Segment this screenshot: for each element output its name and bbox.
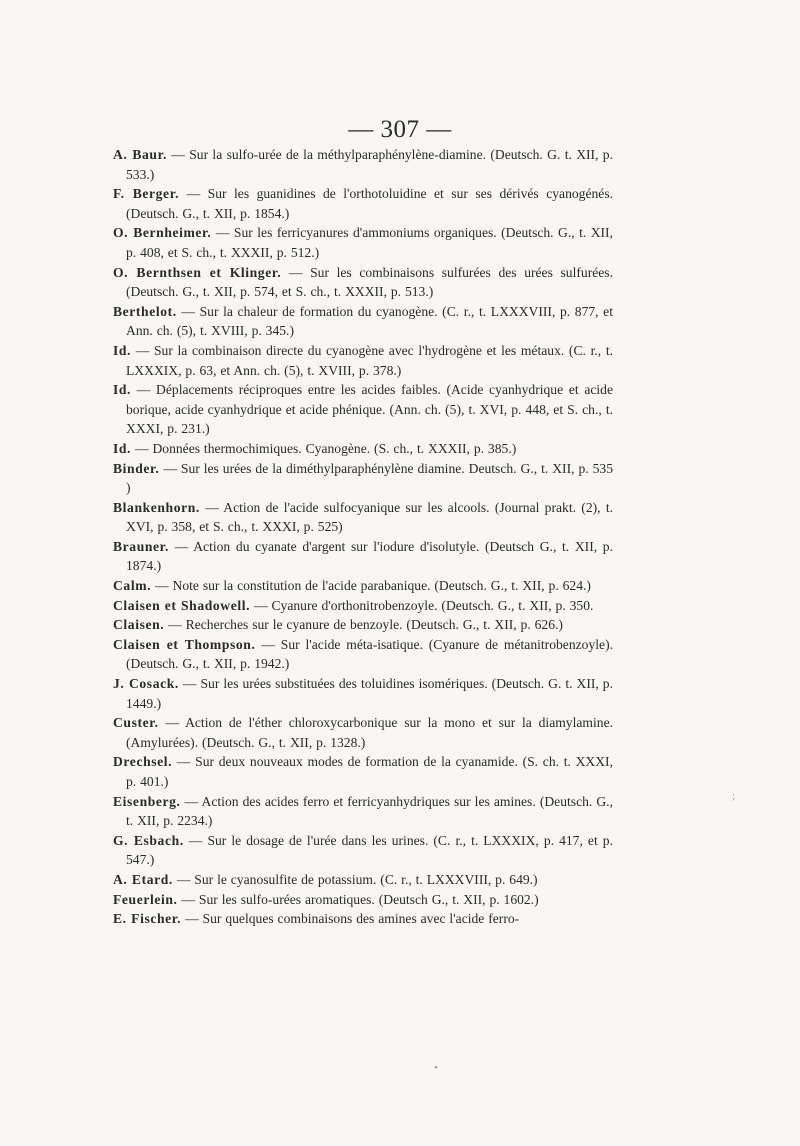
entry-text: — Sur la combinaison directe du cyanogène avec l'hydrogène et les métaux. (C. r., t. LXXXIX, p. 63, et Ann. ch. (5), t. XVIII, p. 378.) — [126, 342, 613, 378]
entry-author: J. Cosack. — [113, 676, 179, 692]
entry-author: Brauner. — [113, 538, 170, 554]
list-item — [113, 263, 613, 302]
entry-text: — Action de l'éther chloroxycarbonique sur la mono et sur la diamylamine. (Amylurées). (Deutsch. G., t. XII, p. 1328.) — [126, 715, 613, 750]
list-item — [113, 223, 613, 262]
entry-text: — Action des acides ferro et ferricyanhydriques sur les amines. (Deutsch. G., t. XII, p. 2234.) — [126, 793, 613, 829]
ink-speck: • — [434, 1062, 438, 1074]
entry-text: — Sur l'acide méta-isatique. (Cyanure de métanitrobenzoyle). (Deutsch. G., t. XII, p. 1942.) — [126, 636, 613, 672]
list-item — [113, 674, 613, 713]
entry-author: Claisen et Shadowell. — [113, 597, 251, 613]
entry-author: F. Berger. — [113, 186, 180, 202]
entry-author: A. Etard. — [113, 871, 173, 887]
entry-author: A. Baur. — [113, 147, 167, 162]
entry-text: — Sur quelques combinaisons des amines avec l'acide ferro- — [185, 911, 520, 927]
list-item — [113, 184, 613, 223]
entry-author: Feuerlein. — [113, 891, 178, 907]
entry-author: Eisenberg. — [113, 793, 181, 809]
entry-text: — Sur la sulfo-urée de la méthylparaphénylène-diamine. (Deutsch. G. t. XII, p. 533.) — [126, 147, 613, 182]
list-item — [113, 870, 613, 890]
entry-text: — Sur le dosage de l'urée dans les urines. (C. r., t. LXXXIX, p. 417, et p. 547.) — [126, 832, 613, 868]
entry-author: Claisen et Thompson. — [113, 636, 256, 652]
entry-author: G. Esbach. — [113, 832, 184, 848]
list-item — [113, 459, 613, 498]
entry-text: — Recherches sur le cyanure de benzoyle. (Deutsch. G., t. XII, p. 626.) — [168, 617, 563, 633]
entry-author: Blankenhorn. — [113, 499, 200, 515]
entry-text: — Sur les urées de la diméthylparaphénylène diamine. Deutsch. G., t. XII, p. 535 ) — [126, 460, 613, 496]
list-item — [113, 439, 613, 459]
entry-text: — Sur les combinaisons sulfurées des urées sulfurées. (Deutsch. G., t. XII, p. 574, et S. ch., t. XXXII, p. 513.) — [126, 264, 613, 300]
entry-text: — Sur le cyanosulfite de potassium. (C. r., t. LXXXVIII, p. 649.) — [176, 871, 538, 887]
page-number: — 307 — — [348, 116, 452, 143]
entry-text: — Cyanure d'orthonitrobenzoyle. (Deutsch. G., t. XII, p. 350. — [254, 597, 594, 613]
entry-author: Id. — [113, 342, 132, 358]
entry-author: Id. — [113, 440, 132, 456]
list-item — [113, 498, 613, 537]
entry-text: — Sur deux nouveaux modes de formation de la cyanamide. (S. ch. t. XXXI, p. 401.) — [126, 754, 613, 789]
entry-text: — Note sur la constitution de l'acide parabanique. (Deutsch. G., t. XII, p. 624.) — [155, 578, 591, 594]
entry-text: — Action de l'acide sulfocyanique sur les alcools. (Journal prakt. (2), t. XVI, p. 358, et S. ch., t. XXXI, p. 525) — [126, 499, 613, 535]
entry-author: Custer. — [113, 715, 159, 731]
list-item — [113, 145, 613, 184]
entry-text: — Action du cyanate d'argent sur l'iodure d'isolutyle. (Deutsch G., t. XII, p. 1874.) — [126, 538, 613, 574]
entry-author: E. Fischer. — [113, 911, 182, 927]
margin-mark: ; — [732, 790, 736, 802]
list-item — [113, 341, 613, 380]
list-item — [113, 615, 613, 635]
list-item — [113, 576, 613, 596]
list-item — [113, 596, 613, 616]
entry-text: — Sur les guanidines de l'orthotoluidine et sur ses dérivés cyanogénés. (Deutsch. G., t. XII, p. 1854.) — [126, 186, 614, 221]
list-item — [113, 890, 613, 910]
entry-author: Berthelot. — [113, 303, 177, 319]
entry-author: Binder. — [113, 460, 160, 476]
entry-author: Claisen. — [113, 617, 165, 633]
entry-text: — Données thermochimiques. Cyanogène. (S. ch., t. XXXII, p. 385.) — [134, 440, 517, 456]
entry-text: — Déplacements réciproques entre les acides faibles. (Acide cyanhydrique et acide borique, acide cyanhydrique et acide phénique. (Ann. ch. (5), t. XVI, p. 448, et S. ch., t. XXXI, p. 231.) — [126, 382, 613, 437]
list-item — [113, 537, 613, 576]
list-item — [113, 792, 613, 831]
list-item — [113, 713, 613, 752]
entry-author: Drechsel. — [113, 754, 173, 770]
entry-author: O. Bernheimer. — [113, 225, 212, 241]
entry-text: — Sur la chaleur de formation du cyanogène. (C. r., t. LXXXVIII, p. 877, et Ann. ch. (5), t. XVIII, p. 345.) — [126, 303, 613, 339]
entry-text: — Sur les sulfo-urées aromatiques. (Deutsch G., t. XII, p. 1602.) — [181, 891, 539, 907]
entry-author: O. Bernthsen et Klinger. — [113, 264, 282, 280]
entry-text: — Sur les urées substituées des toluidines isomériques. (Deutsch. G. t. XII, p. 1449.) — [126, 676, 613, 711]
entry-author: Id. — [113, 382, 132, 398]
bibliography-list — [113, 145, 613, 929]
list-item — [113, 635, 613, 674]
entry-author: Calm. — [113, 578, 152, 594]
list-item — [113, 380, 613, 439]
list-item — [113, 909, 613, 929]
list-item — [113, 302, 613, 341]
list-item — [113, 831, 613, 870]
entry-text: — Sur les ferricyanures d'ammoniums organiques. (Deutsch. G., t. XII, p. 408, et S. ch., t. XXXII, p. 512.) — [126, 225, 613, 260]
list-item — [113, 752, 613, 791]
